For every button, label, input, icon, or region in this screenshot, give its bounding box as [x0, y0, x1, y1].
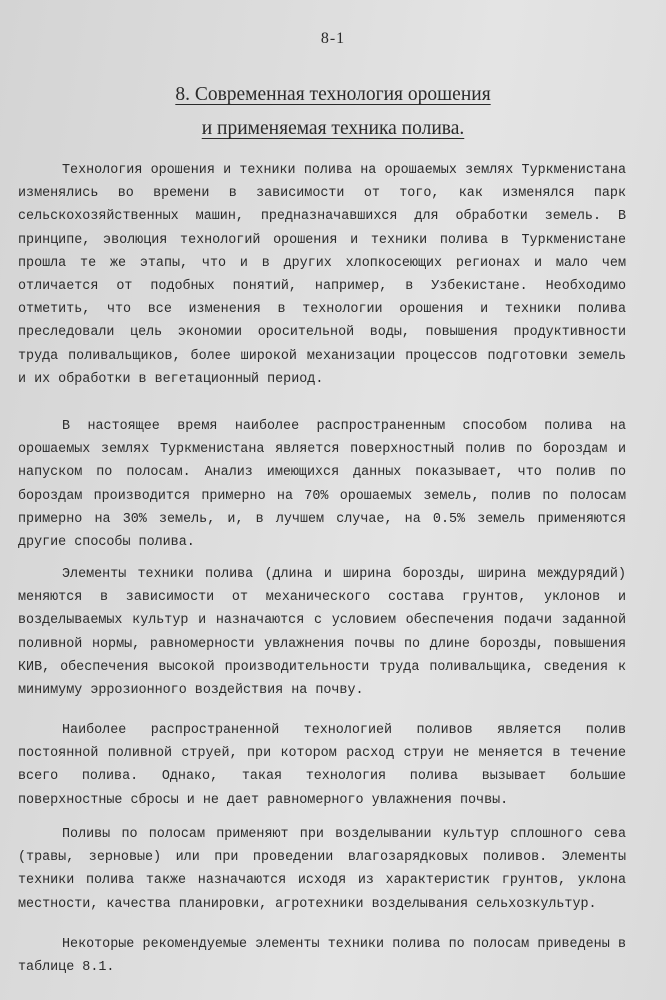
paragraph-3: Элементы техники полива (длина и ширина борозды, ширина междурядий) меняются в зависимости от механического состава грунтов, уклонов и возделываемых культур и назначаются с условием обеспечения подачи заданной поливной нормы, равномерности увлажнения почвы по длине борозды, повышения КИВ, обеспечения высокой производительности труда поливальщика, сведения к минимуму эррозионного воздействия на почву.	[18, 567, 626, 699]
paragraph-4: Наиболее распространенной технологией поливов является полив постоянной поливной струей, при котором расход струи не меняется в течение всего полива. Однако, такая технология полива вызывает большие поверхностные сбросы и не дает равномерного увлажнения почвы.	[18, 723, 626, 808]
paragraph-5: Поливы по полосам применяют при возделывании культур сплошного сева (травы, зерновые) или при проведении влагозарядковых поливов. Элементы техники полива также назначаются исходя из характеристик грунтов, уклона местности, качества планировки, агротехники возделывания сельхозкультур.	[18, 827, 626, 912]
paragraph-1: Технология орошения и техники полива на орошаемых землях Туркменистана изменялись во времени в зависимости от того, как изменялся парк сельскохозяйственных машин, предназначавшихся для обработки земель. В принципе, эволюция технологий орошения и техники полива в Туркменистане прошла те же этапы, что и в других хлопкосеющих регионах и мало чем отличается от подобных понятий, например, в Узбекистане. Необходимо отметить, что все изменения в технологии орошения и техники полива преследовали цель экономии оросительной воды, повышения продуктивности труда поливальщиков, более широкой механизации процессов подготовки земель и их обработки в вегетационный период.	[18, 163, 626, 387]
section-title	[0, 78, 666, 146]
paragraph-2: В настоящее время наиболее распространенным способом полива на орошаемых землях Туркменистана является поверхностный полив по бороздам и напуском по полосам. Анализ имеющихся данных показывает, что полив по бороздам производится примерно на 70% орошаемых земель, полив по полосам примерно на 30% земель, и, в лучшем случае, на 0.5% земель применяются другие способы полива.	[18, 419, 626, 551]
section-title-line-1: 8. Современная технология орошения	[175, 84, 491, 105]
page-number: 8-1	[320, 30, 346, 47]
paragraph-6: Некоторые рекомендуемые элементы техники полива по полосам приведены в таблице 8.1.	[18, 937, 626, 976]
section-title-line-2: и применяемая техника полива.	[201, 118, 465, 139]
